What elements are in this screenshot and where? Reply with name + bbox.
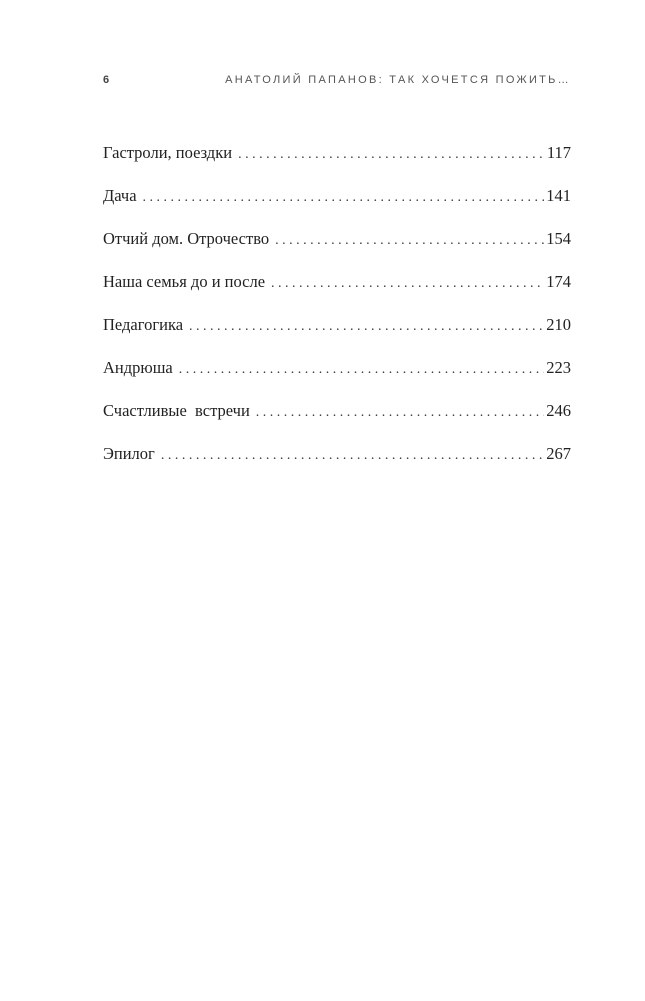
toc-entry-page: 154 [546,229,571,248]
toc-entry-page: 267 [546,444,571,463]
toc-entry [103,314,571,357]
toc-entry-title: Педагогика [103,315,184,334]
toc-entry-title: Дача [103,186,137,205]
dot-leader [161,445,544,467]
page-number: 6 [103,74,110,86]
dot-leader [179,359,545,381]
toc-entry-page: 117 [546,143,571,162]
toc-entry-title: Гастроли, поездки [103,143,233,162]
table-of-contents [103,142,571,486]
running-header [103,74,571,92]
toc-entry [103,357,571,400]
toc-entry [103,142,571,185]
toc-entry-page: 174 [546,272,571,291]
toc-entry [103,443,571,486]
toc-entry-title: Эпилог [103,444,155,463]
toc-entry [103,400,571,443]
dot-leader [189,316,544,338]
toc-entry-title: Андрюша [103,358,173,377]
toc-entry [103,228,571,271]
book-title-header: АНАТОЛИЙ ПАПАНОВ: ТАК ХОЧЕТСЯ ПОЖИТЬ… [225,74,571,86]
toc-entry-title: Счастливые встречи [103,401,250,420]
toc-entry-page: 223 [546,358,571,377]
dot-leader [143,187,545,209]
toc-entry [103,185,571,228]
toc-entry-title: Отчий дом. Отрочество [103,229,270,248]
toc-entry-page: 141 [546,186,571,205]
dot-leader [271,273,544,295]
toc-entry [103,271,571,314]
toc-entry-page: 246 [546,401,571,420]
toc-entry-title: Наша семья до и после [103,272,266,291]
toc-entry-page: 210 [546,315,571,334]
dot-leader [256,402,544,424]
dot-leader [275,230,544,252]
dot-leader [238,144,545,166]
